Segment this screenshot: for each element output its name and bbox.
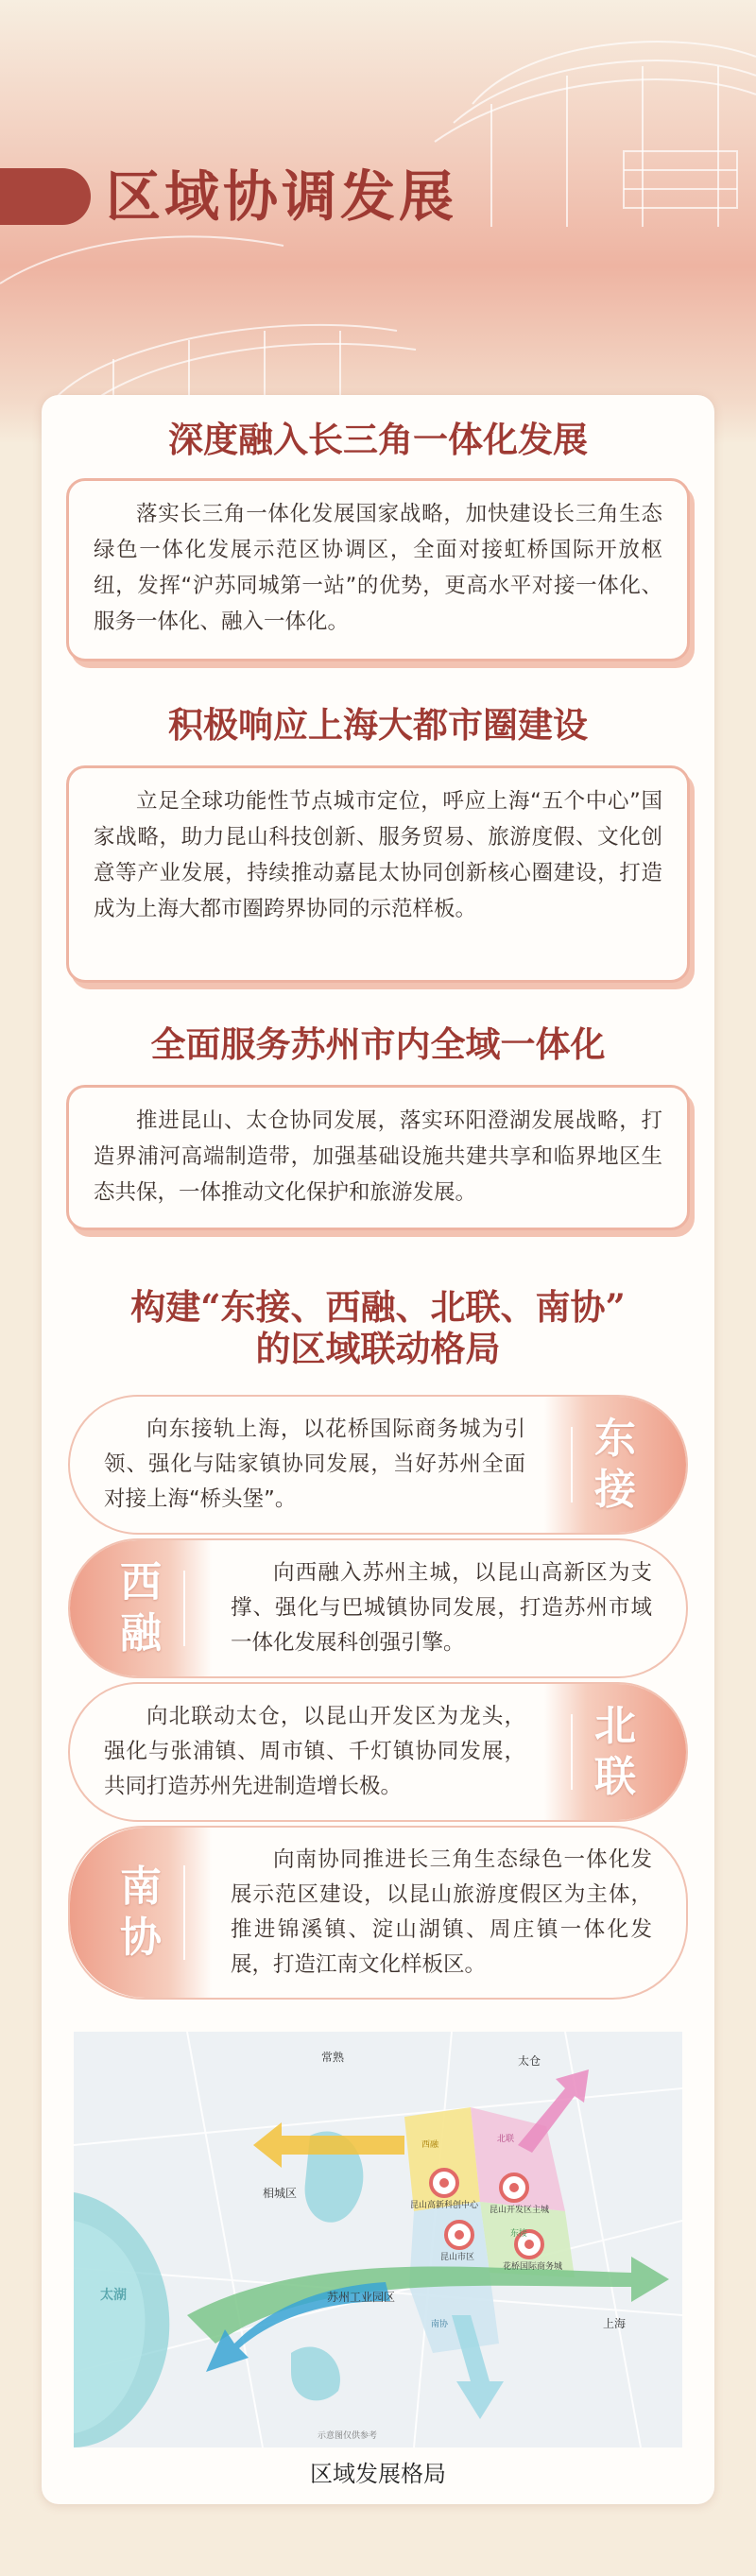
pattern-item-badge [544,1684,686,1820]
pattern-item-badge [70,1828,212,1998]
pattern-item-north [68,1682,688,1822]
map-caption: 区域发展格局 [310,2461,446,2487]
section-text-yangtze-delta: 落实长三角一体化发展国家战略，加快建设长三角生态绿色一体化发展示范区协调区，全面对接虹桥国际开放枢纽，发挥“沪苏同城第一站”的优势，更高水平对接一体化、服务一体化、融入一体化。 [66,478,690,661]
pattern-item-label: 西融 [120,1558,162,1657]
pattern-item-text: 向西融入苏州主城，以昆山高新区为支撑、强化与巴城镇协同发展，打造苏州市域一体化发展科创强引擎。 [231,1560,652,1656]
pattern-item-label: 南协 [120,1863,162,1962]
pattern-item-label: 北联 [594,1702,636,1801]
map-label-xiangcheng: 相城区 [263,2187,298,2200]
pattern-item-text: 向南协同推进长三角生态绿色一体化发展示范区建设，以昆山旅游度假区为主体，推进锦溪镇、淀山湖镇、周庄镇一体化发展，打造江南文化样板区。 [231,1847,652,1977]
map-footnote: 示意图仅供参考 [318,2431,378,2441]
pattern-item-west [68,1538,688,1678]
badge-divider [183,1865,185,1961]
pattern-item-text: 向东接轨上海，以花桥国际商务城为引领、强化与陆家镇协同发展，当好苏州全面对接上海“桥头堡”。 [104,1417,525,1512]
pattern-item-badge [70,1540,212,1676]
pattern-item-south [68,1826,688,2000]
section-text-shanghai-metro: 立足全球功能性节点城市定位，呼应上海“五个中心”国家战略，助力昆山科技创新、服务贸易、旅游度假、文化创意等产业发展，持续推动嘉昆太协同创新核心圈建设，打造成为上海大都市圈跨界协同的示范样板。 [66,765,690,983]
map-label-changshu: 常熟 [321,2051,345,2064]
map-label-nanxie: 南协 [431,2320,449,2329]
map-label-dongjie: 东接 [510,2229,528,2239]
map-label-hub-dev: 昆山开发区主城 [490,2206,550,2215]
map-label-shanghai: 上海 [603,2317,627,2330]
pattern-item-badge [544,1397,686,1533]
page-title: 区域协调发展 [106,164,458,229]
map-label-hub-huaqiao: 花桥国际商务城 [503,2262,563,2272]
map-label-taicang: 太仓 [518,2054,541,2068]
pattern-title-line1: 构建“东接、西融、北联、南协” [130,1286,626,1328]
section-title-yangtze-delta: 深度融入长三角一体化发展 [168,419,588,460]
pattern-title-line2: 的区域联动格局 [255,1328,501,1369]
map-label-beilian: 北联 [497,2135,515,2144]
pattern-item-text: 向北联动太仓，以昆山开发区为龙头，强化与张浦镇、周市镇、千灯镇协同发展，共同打造苏州先进制造增长极。 [104,1704,525,1799]
map-label-xirong: 西融 [421,2140,439,2150]
map-label-hub-city: 昆山市区 [440,2253,475,2262]
map-graphic [74,2032,682,2447]
pattern-item-east [68,1395,688,1535]
map-label-taihu: 太湖 [100,2288,127,2303]
pattern-item-label: 东接 [594,1415,636,1514]
map-label-hub-hitech: 昆山高新科创中心 [410,2201,479,2210]
section-title-shanghai-metro: 积极响应上海大都市圈建设 [168,704,588,746]
section-title-suzhou-integration: 全面服务苏州市内全域一体化 [150,1023,606,1065]
badge-divider [183,1571,185,1647]
badge-divider [571,1714,573,1791]
badge-divider [571,1427,573,1503]
map-label-suzhou-industrial: 苏州工业园区 [327,2291,396,2304]
regional-map [74,2032,682,2447]
title-accent-bar [0,168,91,225]
section-text-suzhou-integration: 推进昆山、太仓协同发展，落实环阳澄湖发展战略，打造界浦河高端制造带，加强基础设施共建共享和临界地区生态共保，一体推动文化保护和旅游发展。 [66,1085,690,1230]
